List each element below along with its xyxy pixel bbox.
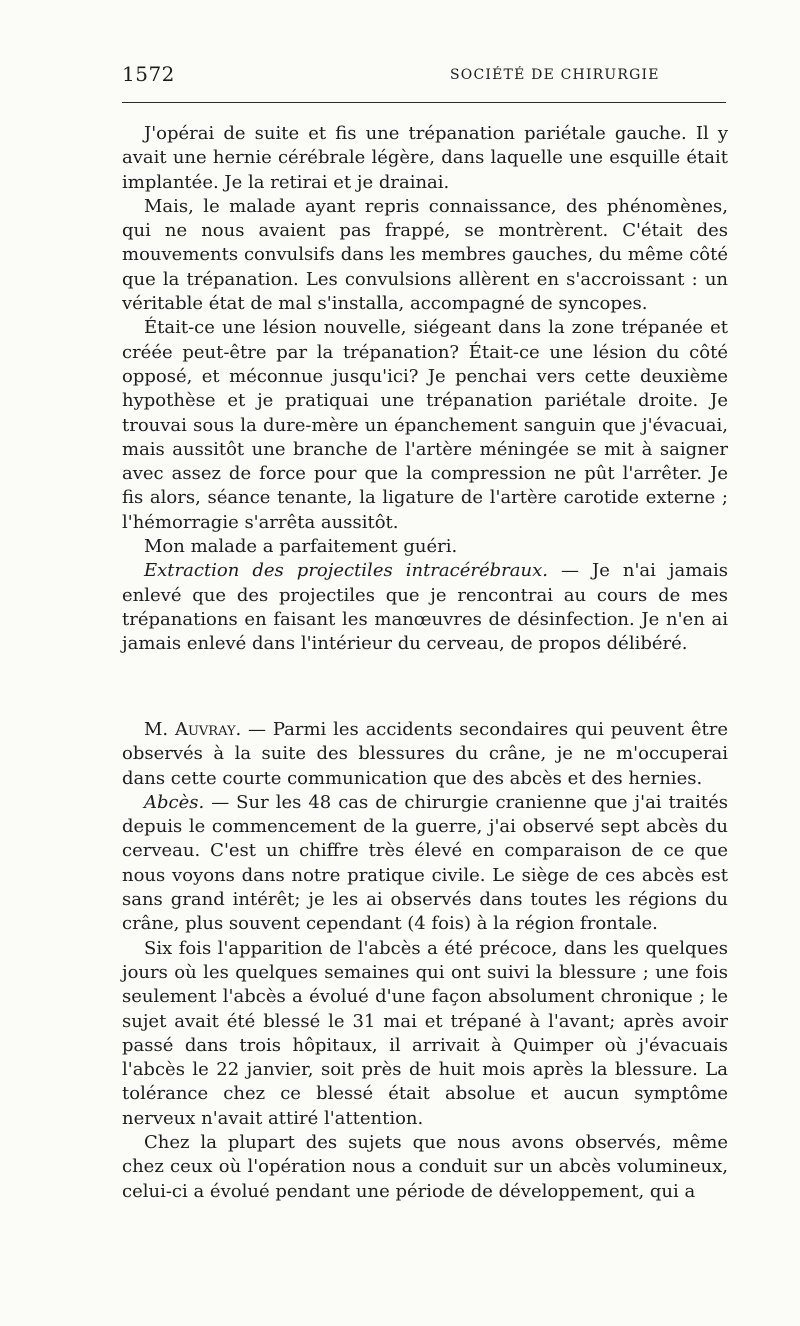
paragraph-text: — Sur les 48 cas de chirurgie cranienne que j'ai traités depuis le commencement de la guerre, j'ai observé sept abcès du cerveau. C'est un chiffre très élevé en comparaison de ce que nous voyons dans notre pratique civile. Le siège de ces abcès est sans grand intérêt; je les ai observés dans toutes les régions du crâne, plus souvent cependant (4 fois) à la région frontale. [122, 791, 728, 935]
header-divider [122, 102, 726, 103]
abces-paragraph [122, 791, 728, 937]
page-number: 1572 [122, 62, 175, 86]
speaker-prefix: M. [144, 719, 175, 740]
extraction-paragraph [122, 559, 728, 656]
auvray-paragraph [122, 718, 728, 791]
paragraph: Mais, le malade ayant repris connaissance, des phénomènes, qui ne nous avaient pas frappé, se montrèrent. C'était des mouvements convulsifs dans les membres gauches, du même côté que la trépanation. Les convulsions allèrent en s'accroissant : un véritable état de mal s'installa, accompagné de syncopes. [122, 195, 728, 315]
paragraph: Était-ce une lésion nouvelle, siégeant dans la zone trépanée et créée peut-être par la trépanation? Était-ce une lésion du côté opposé, et méconnue jusqu'ici? Je penchai vers cette deuxième hypothèse et je pratiquai une trépanation pariétale droite. Je trouvai sous la dure-mère un épanchement sanguin que j'évacuai, mais aussitôt une branche de l'artère méningée se mit à saigner avec assez de force pour que la compression ne pût l'arrêter. Je fis alors, séance tenante, la ligature de l'artère carotide externe ; l'hémorragie s'arrêta aussitôt. [122, 317, 728, 533]
paragraph-text: . — Parmi les accidents secondaires qui peuvent être observés à la suite des blessures du crâne, je ne m'occuperai dans cette courte communication que des abcès et des hernies. [122, 719, 728, 789]
running-title: SOCIÉTÉ DE CHIRURGIE [450, 67, 660, 83]
paragraph: Six fois l'apparition de l'abcès a été précoce, dans les quelques jours où les quelques semaines qui ont suivi la blessure ; une fois seulement l'abcès a évolué d'une façon absolument chronique ; le sujet avait été blessé le 31 mai et trépané à l'avant; après avoir passé dans trois hôpitaux, il arrivait à Quimper où j'évacuais l'abcès le 22 janvier, soit près de huit mois après la blessure. La tolérance chez ce blessé était absolue et aucun symptôme nerveux n'avait attiré l'attention. [122, 937, 728, 1129]
paragraph: Mon malade a parfaitement guéri. [144, 536, 458, 558]
section-title: Abcès. [144, 791, 205, 813]
paragraph-text: — Je n'ai jamais enlevé que des projectiles que je rencontrai au cours de mes trépanations en faisant les manœuvres de désinfection. Je n'en ai jamais enlevé dans l'intérieur du cerveau, de propos délibéré. [122, 560, 728, 655]
top-text-block [122, 122, 728, 657]
bottom-text-block [122, 718, 728, 1204]
section-title: Extraction des projectiles intracérébraux. [144, 560, 548, 582]
paragraph: J'opérai de suite et fis une trépanation pariétale gauche. Il y avait une hernie cérébrale légère, dans laquelle une esquille était implantée. Je la retirai et je drainai. [122, 123, 728, 193]
paragraph: Chez la plupart des sujets que nous avons observés, même chez ceux où l'opération nous a conduit sur un abcès volumineux, celui-ci a évolué pendant une période de développement, qui a [122, 1132, 728, 1202]
page-header [122, 62, 728, 86]
speaker-name: Auvray [174, 719, 236, 740]
